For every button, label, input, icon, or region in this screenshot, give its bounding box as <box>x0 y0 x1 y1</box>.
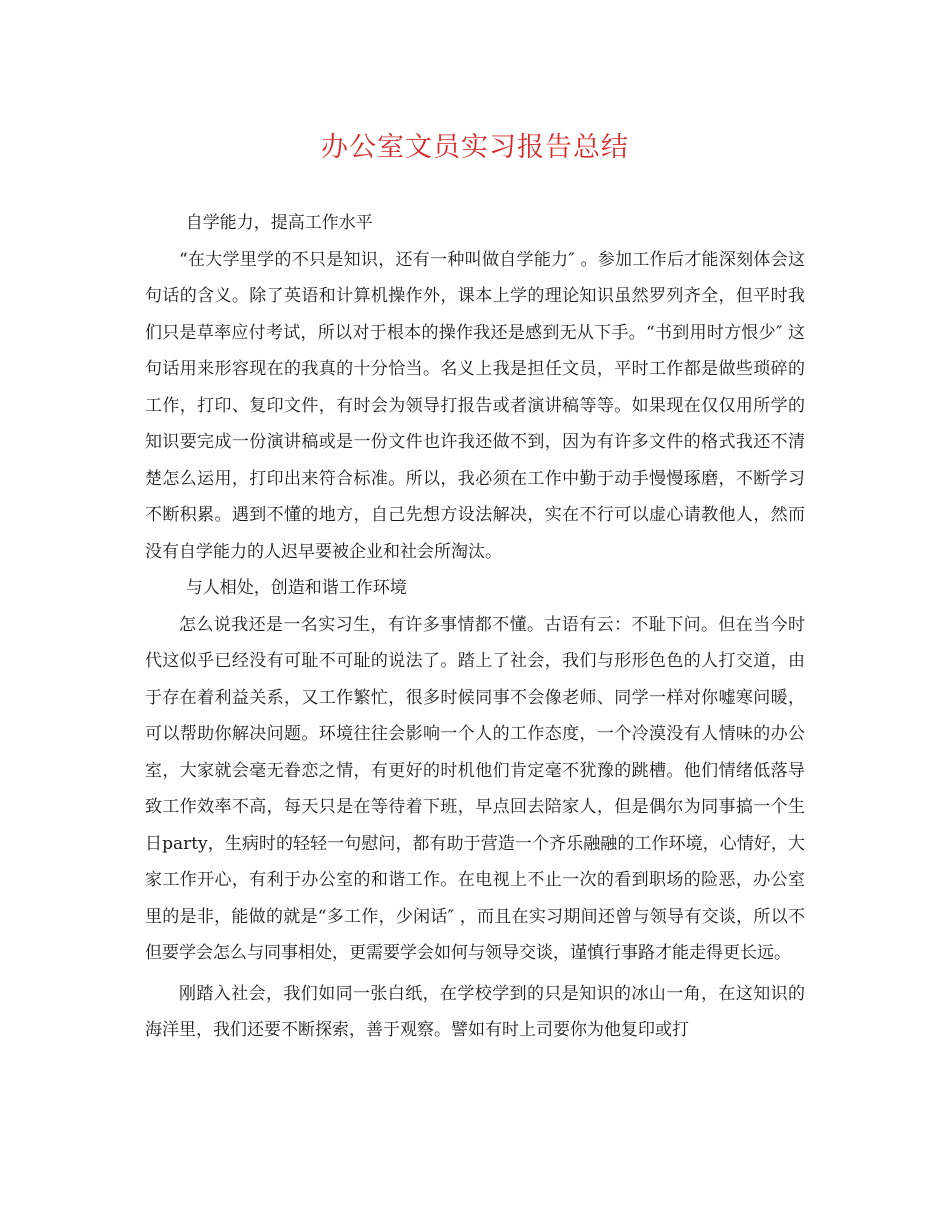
document-title: 办公室文员实习报告总结 <box>321 132 629 163</box>
paragraph-getting-along: 怎么说我还是一名实习生，有许多事情都不懂。古语有云：不耻下问。但在当今时代这似乎已经没有可耻不可耻的说法了。踏上了社会，我们与形形色色的人打交道，由于存在着利益关系，又工作繁忙，很多时候同事不会像老师、同学一样对你嘘寒问暖，可以帮助你解决问题。环境往往会影响一个人的工作态度，一个冷漠没有人情味的办公室，大家就会毫无眷恋之情，有更好的时机他们肯定毫不犹豫的跳槽。他们情绪低落导致工作效率不高，每天只是在等待着下班，早点回去陪家人，但是偶尔为同事搞一个生日party，生病时的轻轻一句慰问，都有助于营造一个齐乐融融的工作环境，心情好，大家工作开心，有利于办公室的和谐工作。在电视上不止一次的看到职场的险恶，办公室里的是非，能做的就是“多工作，少闲话″ ，而且在实习期间还曾与领导有交谈，所以不但要学会怎么与同事相处，更需要学会如何与领导交谈，谨慎行事路才能走得更长远。 <box>145 614 805 963</box>
section-heading-getting-along: 与人相处，创造和谐工作环境 <box>185 578 407 598</box>
section-heading-self-learning: 自学能力，提高工作水平 <box>185 213 373 233</box>
document-body <box>145 205 805 1049</box>
paragraph-self-learning: “在大学里学的不只是知识，还有一种叫做自学能力″ 。参加工作后才能深刻体会这句话的含义。除了英语和计算机操作外，课本上学的理论知识虽然罗列齐全，但平时我们只是草率应付考试，所以对于根本的操作我还是感到无从下手。“书到用时方恨少″ 这句话用来形容现在的我真的十分恰当。名义上我是担任文员，平时工作都是做些琐碎的工作，打印、复印文件，有时会为领导打报告或者演讲稿等等。如果现在仅仅用所学的知识要完成一份演讲稿或是一份文件也许我还做不到，因为有许多文件的格式我还不清楚怎么运用，打印出来符合标准。所以，我必须在工作中勤于动手慢慢琢磨，不断学习不断积累。遇到不懂的地方，自己先想方设法解决，实在不行可以虚心请教他人，然而没有自学能力的人迟早要被企业和社会所淘汰。 <box>145 249 805 562</box>
paragraph-entering-society: 刚踏入社会，我们如同一张白纸，在学校学到的只是知识的冰山一角，在这知识的海洋里，我们还要不断探索，善于观察。譬如有时上司要你为他复印或打 <box>145 983 805 1040</box>
